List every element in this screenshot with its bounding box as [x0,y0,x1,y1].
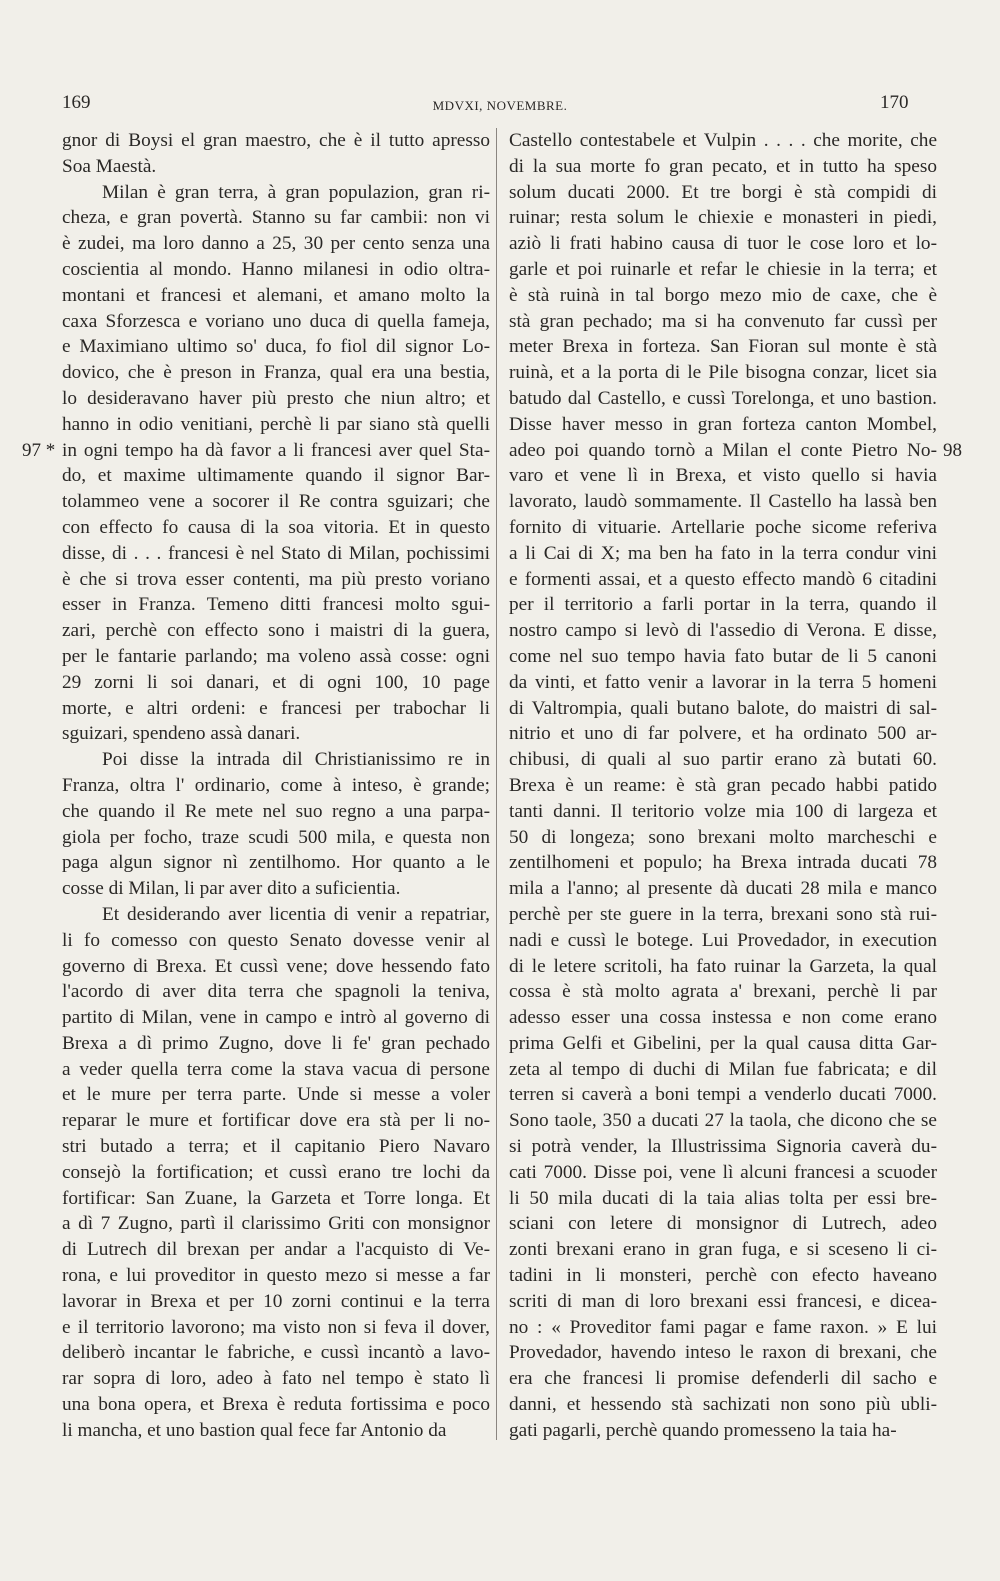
text-line: e Maximiano ultimo so' duca, fo fiol dil signor Lo- [62,336,490,358]
text-line: ruinà, et a la porta di le Pile bisogna conzar, licet sia [509,362,937,384]
text-line: sciani con letere di monsignor di Lutrech, adeo [509,1213,937,1235]
text-line: zentilhomeni et populo; ha Brexa intrada ducati 78 [509,852,937,874]
text-line: come nel suo tempo havia fato butar de li 5 canoni [509,645,937,667]
text-line: Brexa è un reame: è stà gran pecado habbi patido [509,774,937,796]
text-line: è che si trova esser contenti, ma più presto voriano [62,568,490,590]
text-line: fornito di vituarie. Artellarie poche sicome referiva [509,516,937,538]
text-line: fortificar: San Zuane, la Garzeta et Torre longa. Et [62,1187,490,1209]
text-line: a dì 7 Zugno, partì il clarissimo Griti con monsignor [62,1213,490,1235]
text-line: una bona opera, et Brexa è reduta fortissima e poco [62,1394,490,1416]
text-line: a li Cai di X; ma ben ha fato in la terra condur vini [509,542,937,564]
text-line: montani et francesi et alemani, et amano molto la [62,284,490,306]
text-line: Franza, oltra l' ordinario, come à inteso, è grande; [62,774,490,796]
text-line: 29 zorni li soi danari, et di ogni 100, 10 page [62,671,490,693]
text-line: partito di Milan, vene in campo e intrò al governo di [62,1007,490,1029]
text-line: paga algun signor nì zentilhomo. Hor quanto a le [62,852,490,874]
text-line: gnor di Boysi el gran maestro, che è il tutto apresso [62,130,490,151]
text-line: era che francesi li promise defenderli dil sacho e [509,1368,937,1390]
text-line: scriti di man di loro brexani essi francesi, e dicea- [509,1290,937,1312]
left-text-column [62,128,490,1444]
text-line: cheza, e gran povertà. Stanno su far cambii: non vi [62,207,490,229]
text-line: caxa Sforzesca e voriano uno duca di quella fameja, [62,310,490,332]
text-line: Poi disse la intrada dil Christianissimo re in [102,749,490,771]
text-line: in ogni tempo ha dà favor a li francesi aver quel Sta- [62,439,490,461]
text-line: batudo dal Castello, e cussì Torelonga, et uno bastion. [509,387,937,409]
text-line: e il territorio lavorono; ma visto non si feva il dover, [62,1316,490,1338]
text-line: Provedador, havendo inteso le raxon di brexani, che [509,1342,937,1364]
text-line: 50 di longeza; sono brexani molto marcheschi e [509,826,937,848]
left-page-number: 169 [62,92,91,113]
text-line: deliberò incantar le fabriche, e cussì incantò a lavo- [62,1342,490,1364]
text-line: Castello contestabele et Vulpin . . . . che morite, che [509,130,937,151]
text-line: et le mure per terra parte. Unde si messe a voler [62,1084,490,1106]
text-line: cati 7000. Disse poi, vene lì alcuni francesi a scuoder [509,1161,937,1183]
right-margin-number: 98 [943,440,962,461]
text-line: con effecto fo causa di la soa vitoria. Et in questo [62,516,490,538]
text-line: reparar le mure et fortificar dove era stà per li no- [62,1110,490,1132]
text-line: perchè per ste guere in la terra, brexani sono stà rui- [509,903,937,925]
text-line: e formenti assai, et a questo effecto mandò 6 citadini [509,568,937,590]
text-line: per il territorio a farli portar in la terra, quando il [509,594,937,616]
text-line: per le fantarie parlando; ma voleno assà cosse: ogni [62,645,490,667]
text-line: lavorato, laudò sommamente. Il Castello ha lassà ben [509,491,937,513]
text-line: adesso esser una cossa instessa e non come erano [509,1007,937,1029]
text-line: meter Brexa in forteza. San Fioran sul monte è stà [509,336,937,358]
text-line: Milan è gran terra, à gran populazion, gran ri- [102,181,490,203]
text-line: è zudei, ma loro danno a 25, 30 per cento senza una [62,233,490,255]
text-line: no : « Proveditor fami pagar e fame raxon. » E lui [509,1316,937,1338]
text-line: solum ducati 2000. Et tre borgi è stà compidi di [509,181,937,203]
text-line: mila a l'anno; al presente dà ducati 28 mila e manco [509,878,937,900]
text-line: consejò la fortification; et cussì erano tre lochi da [62,1161,490,1183]
text-line: Et desiderando aver licentia di venir a repatriar, [102,903,490,925]
text-line: Brexa a dì primo Zugno, dove li fe' gran pechado [62,1032,490,1054]
text-line: governo di Brexa. Et cussì vene; dove hessendo fato [62,955,490,977]
text-line: garle et poi ruinarle et refar le chiesie in la terra; et [509,258,937,280]
text-line: giola per focho, traze scudi 500 mila, e questa non [62,826,490,848]
text-line: aziò li frati habino causa di tuor le cose loro et lo- [509,233,937,255]
text-line: zeta al tempo di duchi di Milan fue fabricata; e dil [509,1058,937,1080]
text-line: prima Gelfi et Gibelini, per la qual causa ditta Gar- [509,1032,937,1054]
text-line: l'acordo di aver dita terra che spagnoli la teniva, [62,981,490,1003]
text-line: di la sua morte fo gran pecato, et in tutto ha speso [509,155,937,177]
text-line: zonti brexani erano in gran fuga, e si sceseno li ci- [509,1239,937,1261]
column-divider [496,128,497,1440]
text-line: Disse haver messo in gran forteza canton Mombel, [509,413,937,435]
text-line: a veder quella terra come la stava vacua di persone [62,1058,490,1080]
text-line: stà gran pechado; ma si ha convenuto far cussì per [509,310,937,332]
text-line: cosse di Milan, li par aver dito a suficientia. [62,878,401,900]
text-line: coscientia al mondo. Hanno milanesi in odio oltra- [62,258,490,280]
text-line: li fo comesso con questo Senato dovesse venir al [62,929,490,951]
text-line: lavorar in Brexa et per 10 zorni continui e la terra [62,1290,490,1312]
text-line: tadini in li monsteri, perchè con efecto haveano [509,1265,937,1287]
running-header: MDVXI, NOVEMBRE. [432,98,568,113]
text-line: di le letere scritoli, ha fato ruinar la Garzeta, la qual [509,955,937,977]
text-line: danni, et hessendo stà sachizati non sono più ubli- [509,1394,937,1416]
text-line: nadi e cussì le botege. Lui Provedador, in execution [509,929,937,951]
left-margin-number: 97 * [22,440,56,461]
text-line: che quando il Re mete nel suo regno a una parpa- [62,800,490,822]
text-line: esser in Franza. Temeno ditti francesi molto sgui- [62,594,490,616]
text-line: cossa è stà molto agrata a' brexani, perchè li par [509,981,937,1003]
text-line: terren si caverà a boni tempi a venderlo ducati 7000. [509,1084,937,1106]
text-line: varo et vene lì in Brexa, et visto quello si havia [509,465,937,487]
text-line: sguizari, spendeno assà danari. [62,723,301,745]
text-line: chibusi, di quali al suo partir erano zà butati 60. [509,749,937,771]
text-line: si potrà vender, la Illustrissima Signoria caverà du- [509,1136,937,1158]
text-line: nitrio et uno di far polvere, et ha ordinato 500 ar- [509,723,937,745]
text-line: Sono taole, 350 a ducati 27 la taola, che dicono che se [509,1110,937,1132]
right-text-column [509,128,937,1444]
text-line: do, et maxime ultimamente quando il signor Bar- [62,465,490,487]
text-line: gati pagarli, perchè quando promesseno la taia ha- [509,1419,897,1441]
text-line: lo desideravano haver più presto che niun altro; et [62,387,490,409]
text-line: dovico, che è preson in Franza, qual era una bestia, [62,362,490,384]
text-line: morte, e altri ordeni: e francesi per trabochar li [62,697,490,719]
text-line: stri butado a terra; et il capitanio Piero Navaro [62,1136,490,1158]
text-line: di Valtrompia, quali butano balote, do maistri di sal- [509,697,937,719]
text-line: li 50 mila ducati di la taia alias tolta per essi bre- [509,1187,937,1209]
text-line: adeo poi quando tornò a Milan el conte Pietro No- [509,439,937,461]
text-line: da vinti, et fatto venir a lavorar in la terra 5 homeni [509,671,937,693]
text-line: rona, e lui proveditor in questo mezo si messe a far [62,1265,490,1287]
text-line: li mancha, et uno bastion qual fece far Antonio da [62,1419,447,1441]
text-line: zari, perchè con effecto sono i maistri di la guera, [62,620,490,642]
text-line: è stà ruinà in tal borgo mezo mio de caxe, che è [509,284,937,306]
text-line: di Lutrech dil brexan per andar a l'acquisto di Ve- [62,1239,490,1261]
text-line: ruinar; resta solum le chiexie e monasteri in piedi, [509,207,937,229]
text-line: Soa Maestà. [62,155,157,177]
text-line: hanno in odio venitiani, perchè li par siano stà quelli [62,413,490,435]
text-line: tolammeo vene a socorer il Re contra sguizari; che [62,491,490,513]
text-line: rar sopra di loro, adeo à fato nel tempo è stato lì [62,1368,490,1390]
text-line: nostro campo si levò di l'assedio di Verona. E disse, [509,620,937,642]
text-line: disse, di . . . francesi è nel Stato di Milan, pochissimi [62,542,490,564]
right-page-number: 170 [880,92,909,113]
text-line: tanti danni. Il teritorio volze mia 100 di largeza et [509,800,937,822]
